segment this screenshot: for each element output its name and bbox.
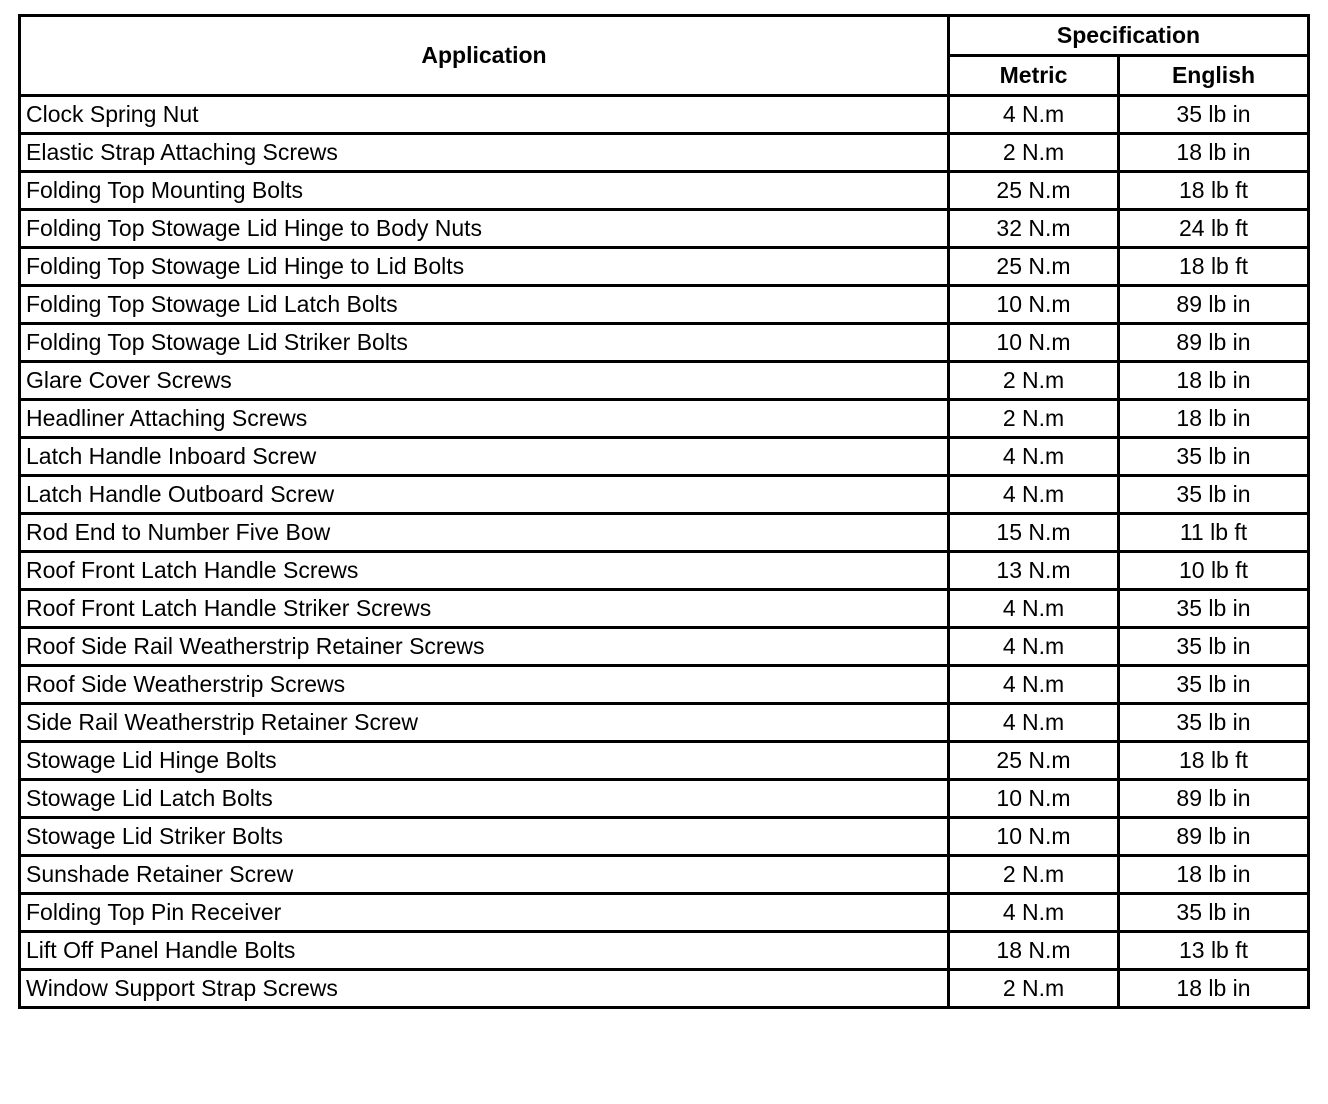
metric-cell: 2 N.m [949,856,1119,894]
application-cell: Stowage Lid Striker Bolts [20,818,949,856]
table-row [20,362,1309,400]
metric-cell: 32 N.m [949,210,1119,248]
table-row [20,134,1309,172]
specification-header: Specification [949,16,1309,56]
application-cell: Roof Side Weatherstrip Screws [20,666,949,704]
table-row [20,476,1309,514]
table-body [20,96,1309,1008]
table-row [20,400,1309,438]
english-cell: 89 lb in [1119,818,1309,856]
metric-cell: 2 N.m [949,970,1119,1008]
metric-cell: 10 N.m [949,286,1119,324]
application-cell: Latch Handle Outboard Screw [20,476,949,514]
metric-cell: 25 N.m [949,172,1119,210]
metric-cell: 4 N.m [949,704,1119,742]
table-row [20,286,1309,324]
english-cell: 18 lb ft [1119,248,1309,286]
table-row [20,324,1309,362]
application-cell: Glare Cover Screws [20,362,949,400]
english-cell: 18 lb in [1119,856,1309,894]
table-row [20,172,1309,210]
application-cell: Window Support Strap Screws [20,970,949,1008]
torque-specification-table [18,14,1310,1009]
english-cell: 18 lb in [1119,400,1309,438]
metric-cell: 4 N.m [949,96,1119,134]
application-cell: Folding Top Stowage Lid Hinge to Body Nuts [20,210,949,248]
application-cell: Latch Handle Inboard Screw [20,438,949,476]
english-cell: 11 lb ft [1119,514,1309,552]
table-row [20,590,1309,628]
table-row [20,856,1309,894]
application-cell: Clock Spring Nut [20,96,949,134]
metric-cell: 4 N.m [949,628,1119,666]
application-cell: Headliner Attaching Screws [20,400,949,438]
table-row [20,628,1309,666]
metric-cell: 25 N.m [949,248,1119,286]
application-cell: Stowage Lid Latch Bolts [20,780,949,818]
table-row [20,780,1309,818]
application-cell: Roof Side Rail Weatherstrip Retainer Screws [20,628,949,666]
metric-header: Metric [949,56,1119,96]
table-row [20,96,1309,134]
application-cell: Rod End to Number Five Bow [20,514,949,552]
english-cell: 18 lb in [1119,134,1309,172]
application-cell: Side Rail Weatherstrip Retainer Screw [20,704,949,742]
application-cell: Folding Top Mounting Bolts [20,172,949,210]
application-cell: Sunshade Retainer Screw [20,856,949,894]
metric-cell: 10 N.m [949,818,1119,856]
english-cell: 89 lb in [1119,780,1309,818]
metric-cell: 4 N.m [949,666,1119,704]
metric-cell: 18 N.m [949,932,1119,970]
table-row [20,704,1309,742]
application-cell: Folding Top Stowage Lid Latch Bolts [20,286,949,324]
table-row [20,438,1309,476]
application-cell: Roof Front Latch Handle Screws [20,552,949,590]
application-cell: Roof Front Latch Handle Striker Screws [20,590,949,628]
application-cell: Folding Top Pin Receiver [20,894,949,932]
english-cell: 18 lb in [1119,362,1309,400]
metric-cell: 25 N.m [949,742,1119,780]
english-header: English [1119,56,1309,96]
table-row [20,514,1309,552]
english-cell: 89 lb in [1119,324,1309,362]
application-cell: Folding Top Stowage Lid Hinge to Lid Bolts [20,248,949,286]
metric-cell: 2 N.m [949,362,1119,400]
table-row [20,248,1309,286]
metric-cell: 10 N.m [949,324,1119,362]
english-cell: 35 lb in [1119,894,1309,932]
table-header [20,16,1309,96]
english-cell: 13 lb ft [1119,932,1309,970]
english-cell: 35 lb in [1119,666,1309,704]
english-cell: 35 lb in [1119,590,1309,628]
english-cell: 35 lb in [1119,476,1309,514]
application-header: Application [20,16,949,96]
table-row [20,742,1309,780]
metric-cell: 4 N.m [949,590,1119,628]
table-row [20,666,1309,704]
metric-cell: 2 N.m [949,134,1119,172]
english-cell: 18 lb ft [1119,172,1309,210]
metric-cell: 2 N.m [949,400,1119,438]
metric-cell: 15 N.m [949,514,1119,552]
english-cell: 18 lb in [1119,970,1309,1008]
table-row [20,970,1309,1008]
application-cell: Stowage Lid Hinge Bolts [20,742,949,780]
metric-cell: 4 N.m [949,894,1119,932]
application-cell: Folding Top Stowage Lid Striker Bolts [20,324,949,362]
table-row [20,552,1309,590]
application-cell: Elastic Strap Attaching Screws [20,134,949,172]
english-cell: 35 lb in [1119,96,1309,134]
header-row-top [20,16,1309,56]
english-cell: 24 lb ft [1119,210,1309,248]
table-row [20,932,1309,970]
metric-cell: 10 N.m [949,780,1119,818]
english-cell: 35 lb in [1119,704,1309,742]
english-cell: 18 lb ft [1119,742,1309,780]
metric-cell: 4 N.m [949,438,1119,476]
metric-cell: 13 N.m [949,552,1119,590]
table-row [20,818,1309,856]
application-cell: Lift Off Panel Handle Bolts [20,932,949,970]
english-cell: 35 lb in [1119,628,1309,666]
english-cell: 35 lb in [1119,438,1309,476]
table-row [20,894,1309,932]
english-cell: 10 lb ft [1119,552,1309,590]
english-cell: 89 lb in [1119,286,1309,324]
table-row [20,210,1309,248]
metric-cell: 4 N.m [949,476,1119,514]
